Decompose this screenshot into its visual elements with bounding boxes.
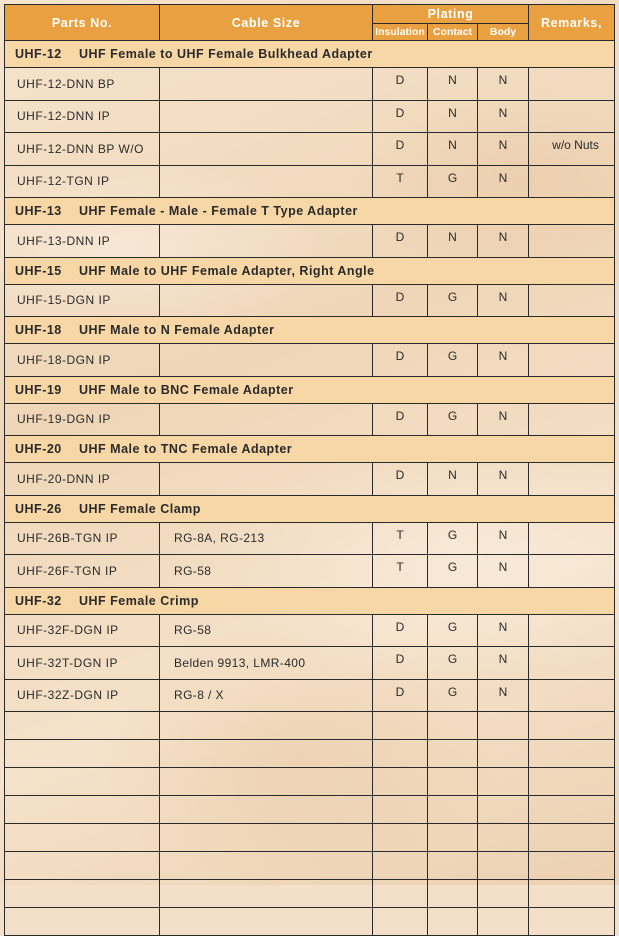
empty-cell (478, 824, 529, 852)
group-title: UHF Female Clamp (79, 501, 201, 516)
group-row (5, 436, 615, 463)
empty-cell (529, 796, 615, 824)
group-title: UHF Female - Male - Female T Type Adapter (79, 204, 358, 218)
remarks-cell (529, 679, 615, 712)
contact-cell: G (428, 647, 478, 680)
empty-cell (373, 852, 428, 880)
empty-cell (373, 796, 428, 824)
empty-row (5, 768, 615, 796)
cable-size-cell (160, 463, 373, 496)
body-cell: N (478, 165, 529, 198)
table-row (5, 165, 615, 198)
empty-cell (478, 796, 529, 824)
empty-cell (529, 852, 615, 880)
empty-cell (478, 740, 529, 768)
parts-table (4, 4, 615, 936)
body-cell: N (478, 133, 529, 166)
table-row (5, 647, 615, 680)
header-remarks: Remarks, (529, 5, 615, 41)
remarks-cell: w/o Nuts (529, 133, 615, 166)
group-heading (5, 587, 615, 614)
table-row (5, 463, 615, 496)
empty-cell (5, 796, 160, 824)
remarks-cell (529, 100, 615, 133)
group-heading (5, 495, 615, 522)
contact-cell: N (428, 225, 478, 258)
insulation-cell: T (373, 555, 428, 588)
group-title: UHF Male to N Female Adapter (79, 323, 275, 337)
empty-cell (478, 880, 529, 908)
empty-cell (160, 796, 373, 824)
remarks-cell (529, 522, 615, 555)
group-code: UHF-15 (15, 263, 62, 278)
insulation-cell: D (373, 463, 428, 496)
remarks-cell (529, 284, 615, 317)
empty-cell (428, 824, 478, 852)
body-cell: N (478, 647, 529, 680)
empty-cell (428, 768, 478, 796)
body-cell: N (478, 344, 529, 377)
contact-cell: N (428, 100, 478, 133)
empty-cell (529, 768, 615, 796)
table-row (5, 403, 615, 436)
empty-row (5, 880, 615, 908)
header-insulation: Insulation (373, 24, 428, 41)
empty-row (5, 740, 615, 768)
contact-cell: G (428, 614, 478, 647)
cable-size-cell (160, 165, 373, 198)
header-cable-size: Cable Size (160, 5, 373, 41)
part-number-cell: UHF-26B-TGN IP (5, 522, 160, 555)
group-title: UHF Male to BNC Female Adapter (79, 382, 294, 397)
header-body: Body (478, 24, 529, 41)
part-number-cell: UHF-32F-DGN IP (5, 614, 160, 647)
cable-size-cell (160, 344, 373, 377)
empty-cell (160, 824, 373, 852)
contact-cell: G (428, 679, 478, 712)
remarks-cell (529, 403, 615, 436)
body-cell: N (478, 284, 529, 317)
body-cell: N (478, 100, 529, 133)
group-row (5, 317, 615, 344)
remarks-cell (529, 463, 615, 496)
cable-size-cell: Belden 9913, LMR-400 (160, 647, 373, 680)
group-code: UHF-18 (15, 323, 62, 337)
empty-row (5, 712, 615, 740)
empty-cell (373, 880, 428, 908)
table-row (5, 133, 615, 166)
part-number-cell: UHF-12-DNN BP W/O (5, 133, 160, 166)
empty-row (5, 824, 615, 852)
table-body (5, 41, 615, 936)
group-heading (5, 257, 615, 284)
empty-cell (5, 908, 160, 936)
header-contact: Contact (428, 24, 478, 41)
cable-size-cell: RG-58 (160, 555, 373, 588)
empty-cell (160, 712, 373, 740)
part-number-cell: UHF-20-DNN IP (5, 463, 160, 496)
contact-cell: G (428, 555, 478, 588)
insulation-cell: D (373, 344, 428, 377)
insulation-cell: D (373, 679, 428, 712)
empty-cell (373, 768, 428, 796)
empty-cell (428, 908, 478, 936)
table-row (5, 522, 615, 555)
empty-cell (428, 796, 478, 824)
body-cell: N (478, 555, 529, 588)
remarks-cell (529, 68, 615, 101)
empty-cell (373, 908, 428, 936)
contact-cell: N (428, 133, 478, 166)
group-row (5, 41, 615, 68)
body-cell: N (478, 463, 529, 496)
body-cell: N (478, 68, 529, 101)
empty-cell (373, 712, 428, 740)
empty-cell (529, 740, 615, 768)
insulation-cell: D (373, 133, 428, 166)
body-cell: N (478, 522, 529, 555)
empty-cell (373, 740, 428, 768)
part-number-cell: UHF-32T-DGN IP (5, 647, 160, 680)
group-title: UHF Female Crimp (79, 593, 199, 608)
empty-row (5, 908, 615, 936)
empty-cell (373, 824, 428, 852)
header-parts-no: Parts No. (5, 5, 160, 41)
group-code: UHF-19 (15, 382, 62, 397)
part-number-cell: UHF-15-DGN IP (5, 284, 160, 317)
cable-size-cell (160, 284, 373, 317)
group-row (5, 495, 615, 522)
remarks-cell (529, 614, 615, 647)
part-number-cell: UHF-18-DGN IP (5, 344, 160, 377)
empty-cell (529, 824, 615, 852)
empty-cell (5, 712, 160, 740)
table-row (5, 284, 615, 317)
empty-cell (160, 908, 373, 936)
empty-cell (5, 852, 160, 880)
contact-cell: G (428, 403, 478, 436)
group-row (5, 587, 615, 614)
empty-cell (160, 852, 373, 880)
remarks-cell (529, 225, 615, 258)
table-row (5, 679, 615, 712)
part-number-cell: UHF-12-DNN BP (5, 68, 160, 101)
empty-cell (160, 740, 373, 768)
group-code: UHF-12 (15, 47, 62, 61)
part-number-cell: UHF-32Z-DGN IP (5, 679, 160, 712)
empty-cell (428, 852, 478, 880)
cable-size-cell: RG-8A, RG-213 (160, 522, 373, 555)
empty-cell (160, 768, 373, 796)
group-code: UHF-26 (15, 501, 62, 516)
insulation-cell: T (373, 522, 428, 555)
part-number-cell: UHF-26F-TGN IP (5, 555, 160, 588)
contact-cell: G (428, 165, 478, 198)
header-plating: Plating (373, 5, 529, 24)
contact-cell: G (428, 344, 478, 377)
contact-cell: N (428, 68, 478, 101)
cable-size-cell (160, 68, 373, 101)
cable-size-cell (160, 225, 373, 258)
group-code: UHF-20 (15, 442, 62, 456)
group-heading (5, 198, 615, 225)
group-row (5, 376, 615, 403)
remarks-cell (529, 165, 615, 198)
table-row (5, 100, 615, 133)
cable-size-cell (160, 100, 373, 133)
group-row (5, 257, 615, 284)
empty-cell (428, 880, 478, 908)
body-cell: N (478, 403, 529, 436)
group-title: UHF Male to UHF Female Adapter, Right Angle (79, 263, 375, 278)
group-code: UHF-32 (15, 593, 62, 608)
body-cell: N (478, 679, 529, 712)
insulation-cell: D (373, 403, 428, 436)
part-number-cell: UHF-12-TGN IP (5, 165, 160, 198)
remarks-cell (529, 344, 615, 377)
empty-cell (478, 852, 529, 880)
empty-cell (5, 824, 160, 852)
group-heading (5, 376, 615, 403)
empty-cell (529, 908, 615, 936)
group-title: UHF Female to UHF Female Bulkhead Adapter (79, 47, 373, 61)
contact-cell: G (428, 522, 478, 555)
cable-size-cell: RG-58 (160, 614, 373, 647)
insulation-cell: D (373, 284, 428, 317)
cable-size-cell (160, 133, 373, 166)
group-title: UHF Male to TNC Female Adapter (79, 442, 293, 456)
table-row (5, 344, 615, 377)
empty-cell (529, 712, 615, 740)
insulation-cell: D (373, 225, 428, 258)
empty-cell (478, 768, 529, 796)
group-heading (5, 436, 615, 463)
cable-size-cell: RG-8 / X (160, 679, 373, 712)
part-number-cell: UHF-19-DGN IP (5, 403, 160, 436)
body-cell: N (478, 225, 529, 258)
empty-cell (529, 880, 615, 908)
remarks-cell (529, 555, 615, 588)
empty-cell (428, 712, 478, 740)
group-code: UHF-13 (15, 204, 62, 218)
empty-cell (5, 740, 160, 768)
table-row (5, 555, 615, 588)
insulation-cell: T (373, 165, 428, 198)
insulation-cell: D (373, 100, 428, 133)
table-row (5, 614, 615, 647)
part-number-cell: UHF-12-DNN IP (5, 100, 160, 133)
group-heading (5, 41, 615, 68)
empty-row (5, 852, 615, 880)
empty-cell (5, 880, 160, 908)
empty-row (5, 796, 615, 824)
empty-cell (5, 768, 160, 796)
table-row (5, 225, 615, 258)
part-number-cell: UHF-13-DNN IP (5, 225, 160, 258)
contact-cell: N (428, 463, 478, 496)
insulation-cell: D (373, 647, 428, 680)
body-cell: N (478, 614, 529, 647)
empty-cell (478, 908, 529, 936)
empty-cell (428, 740, 478, 768)
empty-cell (160, 880, 373, 908)
group-heading (5, 317, 615, 344)
remarks-cell (529, 647, 615, 680)
table-row (5, 68, 615, 101)
contact-cell: G (428, 284, 478, 317)
insulation-cell: D (373, 68, 428, 101)
insulation-cell: D (373, 614, 428, 647)
cable-size-cell (160, 403, 373, 436)
empty-cell (478, 712, 529, 740)
group-row (5, 198, 615, 225)
